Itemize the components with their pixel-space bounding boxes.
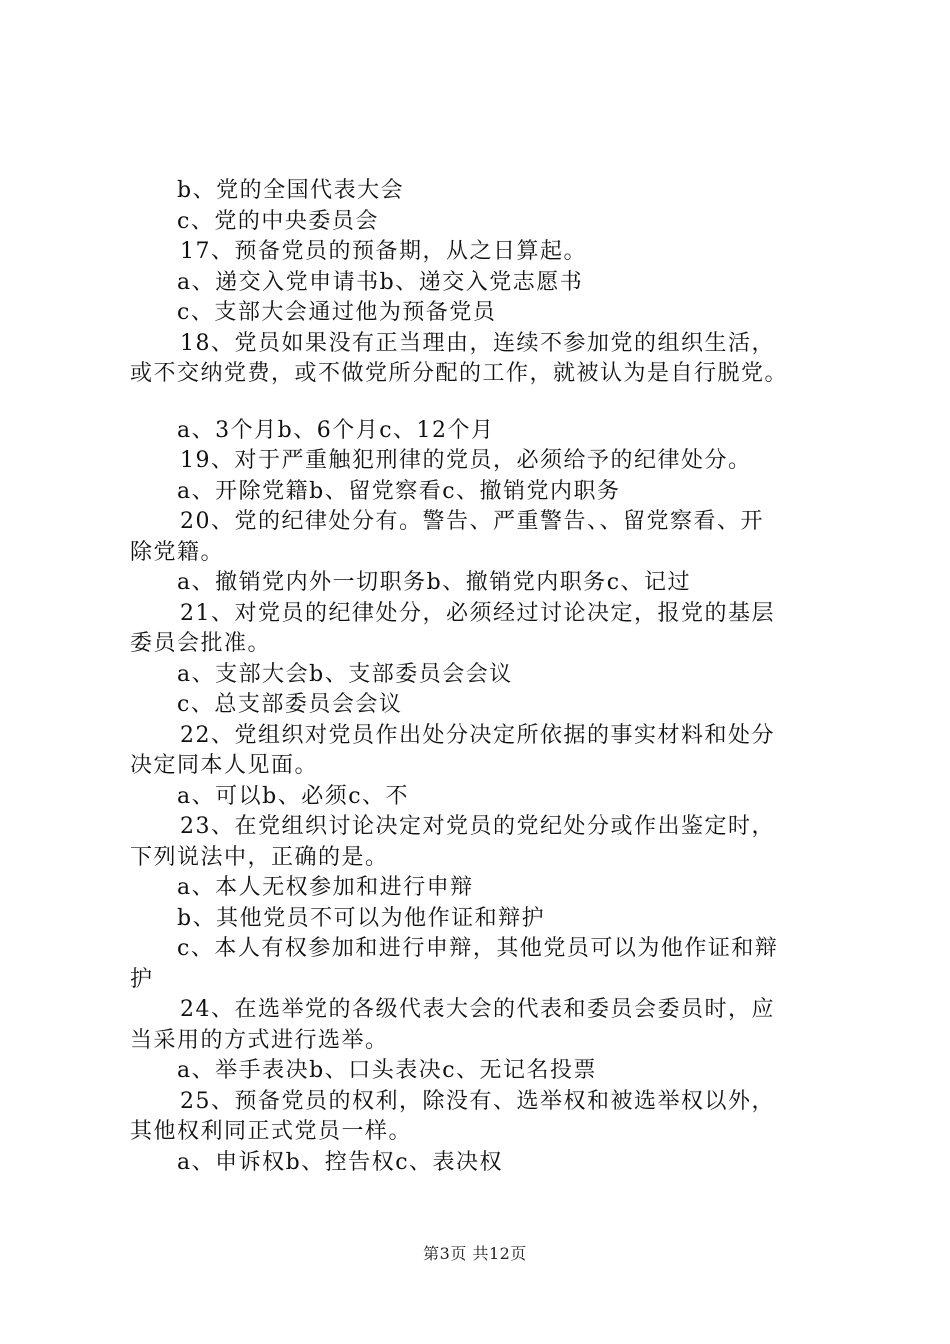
- continuation-line: 除党籍。: [130, 539, 225, 565]
- option-line: a、递交入党申请书b、递交入党志愿书: [177, 269, 584, 295]
- option-line: a、举手表决b、口头表决c、无记名投票: [177, 1058, 598, 1083]
- continuation-line: 下列说法中，正确的是。: [130, 844, 389, 870]
- question-line: 24、在选举党的各级代表大会的代表和委员会委员时，应: [180, 997, 775, 1022]
- continuation-line: 护: [130, 966, 154, 992]
- blank-line: [130, 390, 835, 416]
- question-line: 25、预备党员的权利，除没有、选举权和被选举权以外，: [180, 1088, 775, 1114]
- option-line: c、支部大会通过他为预备党员: [177, 300, 497, 325]
- question-line: 18、党员如果没有正当理由，连续不参加党的组织生活，: [180, 330, 775, 356]
- question-line: 17、预备党员的预备期，从之日算起。: [180, 239, 587, 264]
- page-footer: 第3页 共12页: [423, 1244, 527, 1263]
- option-line: a、本人无权参加和进行申辩: [177, 875, 474, 900]
- option-line: a、开除党籍b、留党察看c、撤销党内职务: [177, 478, 621, 504]
- option-line: b、党的全国代表大会: [177, 178, 405, 203]
- continuation-line: 当采用的方式进行选举。: [130, 1027, 389, 1053]
- question-line: 21、对党员的纪律处分，必须经过讨论决定，报党的基层: [180, 600, 775, 626]
- continuation-line: 委员会批准。: [130, 631, 272, 656]
- option-line: b、其他党员不可以为他作证和辩护: [177, 905, 546, 931]
- question-line: 19、对于严重触犯刑律的党员，必须给予的纪律处分。: [180, 448, 752, 473]
- option-line: a、支部大会b、支部委员会会议: [177, 661, 513, 687]
- continuation-line: 决定同本人见面。: [130, 753, 319, 778]
- continuation-line: 或不交纳党费，或不做党所分配的工作，就被认为是自行脱党。: [130, 361, 789, 386]
- option-line: c、本人有权参加和进行申辩，其他党员可以为他作证和辩: [177, 936, 779, 961]
- question-line: 23、在党组织讨论决定对党员的党纪处分或作出鉴定时，: [180, 814, 775, 839]
- option-line: a、可以b、必须c、不: [177, 783, 410, 809]
- option-line: c、党的中央委员会: [177, 208, 379, 234]
- option-line: a、3个月b、6个月c、12个月: [177, 417, 495, 443]
- document-body: [130, 176, 835, 1178]
- option-line: c、总支部委员会会议: [177, 692, 403, 717]
- question-line: 22、党组织对党员作出处分决定所依据的事实材料和处分: [180, 722, 775, 748]
- question-line: 20、党的纪律处分有。警告、严重警告、、留党察看、开: [180, 509, 764, 534]
- option-line: a、申诉权b、控告权c、表决权: [177, 1149, 504, 1175]
- continuation-line: 其他权利同正式党员一样。: [130, 1119, 413, 1144]
- option-line: a、撤销党内外一切职务b、撤销党内职务c、记过: [177, 570, 692, 595]
